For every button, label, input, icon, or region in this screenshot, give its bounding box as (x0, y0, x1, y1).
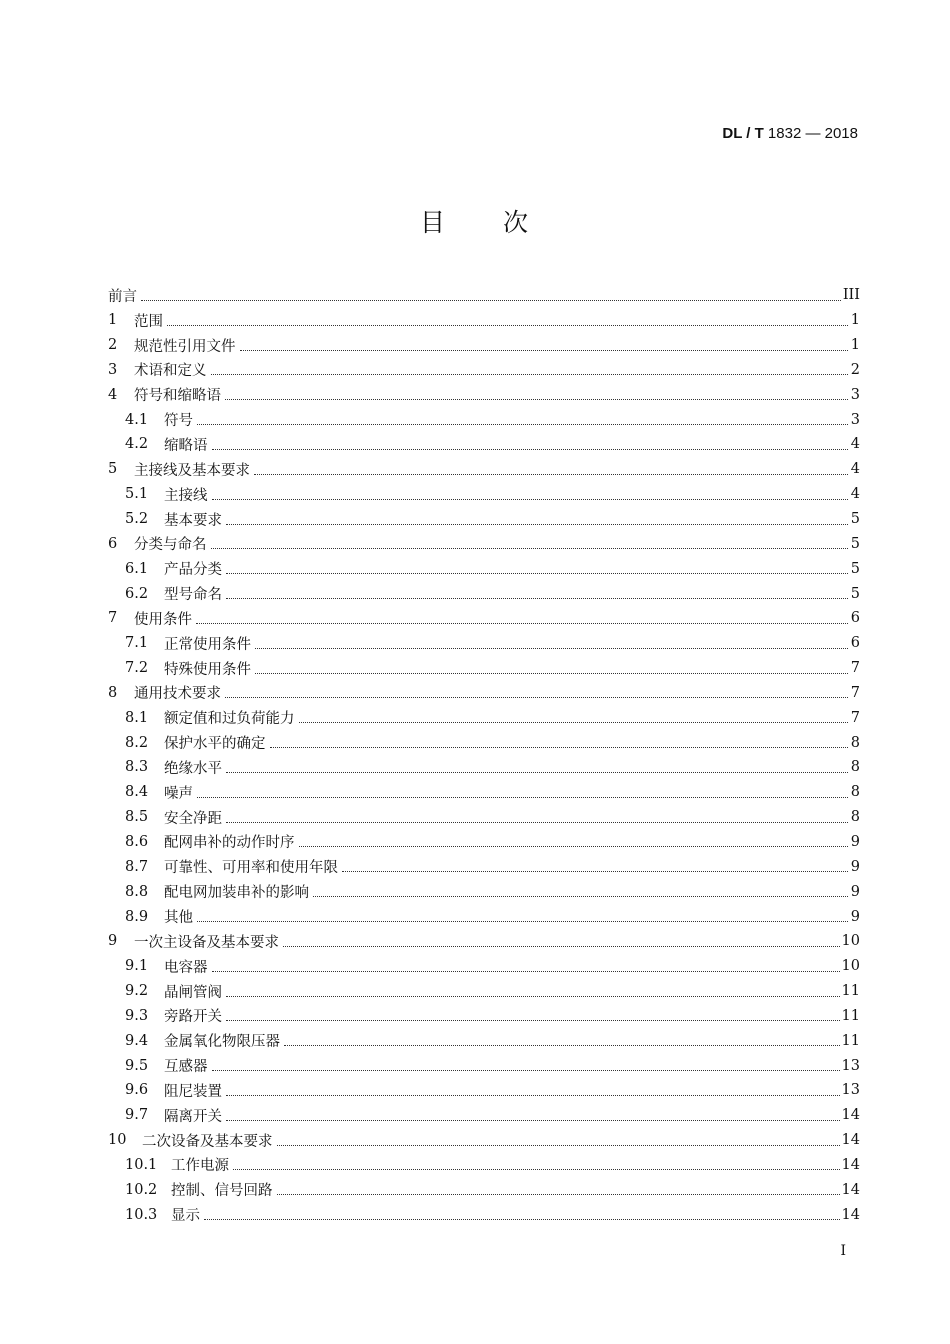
toc-entry-label: 分类与命名 (134, 537, 207, 554)
toc-entry-number: 4 (108, 386, 118, 403)
page-title-part2: 次 (503, 208, 531, 237)
toc-entry-page: 5 (850, 511, 860, 528)
document-code-number: 1832 — 2018 (763, 125, 858, 142)
toc-entry-page: 14 (841, 1156, 860, 1173)
dot-leader (212, 971, 840, 972)
toc-entry[interactable] (108, 457, 860, 482)
toc-entry-number: 10.2 (125, 1181, 158, 1198)
toc-entry-number: 10.3 (125, 1206, 158, 1223)
dot-leader (313, 896, 848, 897)
toc-entry-label: 绝缘水平 (164, 760, 222, 777)
dot-leader (197, 424, 848, 425)
dot-leader (240, 350, 849, 351)
toc-subentry[interactable] (108, 979, 860, 1004)
toc-entry-label: 金属氧化物限压器 (164, 1034, 280, 1051)
toc-entry[interactable] (108, 531, 860, 556)
dot-leader (226, 524, 848, 525)
dot-leader (225, 399, 848, 400)
toc-subentry[interactable] (108, 581, 860, 606)
toc-entry-page: 14 (841, 1206, 860, 1223)
toc-entry-label: 工作电源 (171, 1158, 229, 1175)
toc-entry-label: 旁路开关 (164, 1009, 222, 1026)
dot-leader (197, 797, 848, 798)
toc-entry-label: 缩略语 (164, 437, 208, 454)
toc-subentry[interactable] (108, 1177, 860, 1202)
toc-entry-number: 7.2 (125, 660, 149, 677)
toc-entry-page: 3 (850, 411, 860, 428)
toc-subentry[interactable] (108, 854, 860, 879)
toc-entry-page: 5 (850, 535, 860, 552)
toc-subentry[interactable] (108, 805, 860, 830)
toc-entry-page: 3 (850, 386, 860, 403)
toc-entry-page: 7 (850, 684, 860, 701)
toc-entry-page: 5 (850, 585, 860, 602)
toc-entry-page: 7 (850, 709, 860, 726)
dot-leader (197, 921, 848, 922)
page-number: I (840, 1243, 846, 1259)
toc-entry[interactable] (108, 606, 860, 631)
dot-leader (226, 996, 840, 997)
dot-leader (255, 648, 848, 649)
dot-leader (226, 1095, 840, 1096)
toc-entry-page: 6 (850, 635, 860, 652)
toc-entry-number: 3 (108, 361, 118, 378)
dot-leader (196, 623, 848, 624)
toc-entry-page: 9 (850, 858, 860, 875)
toc-entry[interactable] (108, 308, 860, 333)
toc-entry-label: 配电网加装串补的影响 (164, 885, 309, 902)
toc-entry-page: 8 (850, 784, 860, 801)
toc-entry-number: 7.1 (125, 635, 149, 652)
dot-leader (167, 325, 848, 326)
toc-entry-number: 2 (108, 337, 118, 354)
toc-entry-page: 10 (841, 933, 860, 950)
toc-entry-page: 9 (850, 908, 860, 925)
toc-entry-label: 术语和定义 (134, 363, 207, 380)
toc-entry-label: 隔离开关 (164, 1108, 222, 1125)
page-title (0, 203, 950, 239)
toc-entry-page: 9 (850, 833, 860, 850)
toc-entry-number: 8.9 (125, 908, 149, 925)
toc-entry-number: 9.5 (125, 1057, 149, 1074)
toc-entry-page: 1 (850, 312, 860, 329)
toc-entry-page: 14 (841, 1181, 860, 1198)
toc-entry-label: 基本要求 (164, 512, 222, 529)
toc-entry-label: 电容器 (164, 959, 208, 976)
dot-leader (141, 300, 841, 301)
toc-entry-page: 8 (850, 734, 860, 751)
document-code-prefix: DL / T (722, 125, 764, 142)
toc-entry-number: 5.2 (125, 511, 149, 528)
toc-entry-number: 9.7 (125, 1107, 149, 1124)
toc-entry-number: 8.5 (125, 809, 149, 826)
toc-entry-number: 6 (108, 535, 118, 552)
toc-entry-page: 14 (841, 1107, 860, 1124)
toc-entry-label: 阻尼装置 (164, 1083, 222, 1100)
toc-entry-page: 6 (850, 610, 860, 627)
toc-entry-label: 配网串补的动作时序 (164, 835, 295, 852)
toc-entry-number: 8.6 (125, 833, 149, 850)
toc-entry-number: 8.8 (125, 883, 149, 900)
toc-entry-number: 1 (108, 312, 118, 329)
toc-entry-number: 9.6 (125, 1082, 149, 1099)
toc-entry-page: 2 (850, 361, 860, 378)
dot-leader (254, 474, 848, 475)
toc-entry-label: 正常使用条件 (164, 636, 251, 653)
toc-entry-page: 1 (850, 337, 860, 354)
toc-entry[interactable] (108, 929, 860, 954)
toc-entry-page: 8 (850, 759, 860, 776)
toc-subentry[interactable] (108, 407, 860, 432)
toc-entry-number: 9.3 (125, 1007, 149, 1024)
toc-entry[interactable] (108, 333, 860, 358)
toc-entry-label: 额定值和过负荷能力 (164, 711, 295, 728)
dot-leader (255, 673, 848, 674)
toc-entry-page: 13 (841, 1057, 860, 1074)
toc-subentry[interactable] (108, 954, 860, 979)
dot-leader (212, 1070, 840, 1071)
toc-entry-page: 11 (841, 1007, 860, 1024)
toc-subentry[interactable] (108, 755, 860, 780)
toc-entry-page: 7 (850, 660, 860, 677)
table-of-contents (108, 283, 860, 1227)
toc-entry[interactable] (108, 358, 860, 383)
dot-leader (226, 598, 848, 599)
dot-leader (204, 1219, 840, 1220)
toc-entry-label: 主接线 (164, 487, 208, 504)
toc-subentry[interactable] (108, 830, 860, 855)
toc-entry[interactable] (108, 681, 860, 706)
toc-entry-label: 特殊使用条件 (164, 661, 251, 678)
dot-leader (226, 822, 848, 823)
dot-leader (226, 573, 848, 574)
toc-entry-label: 规范性引用文件 (134, 338, 236, 355)
toc-entry-label: 通用技术要求 (134, 686, 221, 703)
toc-entry-number: 8.7 (125, 858, 149, 875)
toc-entry-label: 符号和缩略语 (134, 388, 221, 405)
dot-leader (299, 846, 849, 847)
toc-entry-label: 型号命名 (164, 587, 222, 604)
toc-entry-label: 一次主设备及基本要求 (134, 934, 279, 951)
dot-leader (342, 871, 848, 872)
dot-leader (211, 374, 849, 375)
toc-entry-label: 噪声 (164, 785, 193, 802)
toc-entry-page: 14 (841, 1132, 860, 1149)
toc-entry-label: 范围 (134, 313, 163, 330)
toc-entry-label: 前言 (108, 288, 137, 305)
toc-subentry[interactable] (108, 879, 860, 904)
toc-entry-page: 11 (841, 983, 860, 1000)
dot-leader (211, 548, 849, 549)
document-code (722, 125, 858, 142)
toc-entry-label: 主接线及基本要求 (134, 462, 250, 479)
toc-entry-label: 晶闸管阀 (164, 984, 222, 1001)
toc-entry-number: 10 (108, 1132, 127, 1149)
toc-entry-number: 7 (108, 610, 118, 627)
dot-leader (270, 747, 849, 748)
toc-entry-number: 5 (108, 461, 118, 478)
toc-entry-number: 8.3 (125, 759, 149, 776)
toc-entry[interactable] (108, 283, 860, 308)
dot-leader (299, 722, 849, 723)
toc-entry-number: 9.2 (125, 983, 149, 1000)
toc-subentry[interactable] (108, 507, 860, 532)
toc-entry-number: 4.1 (125, 411, 149, 428)
dot-leader (277, 1145, 840, 1146)
toc-entry-label: 安全净距 (164, 810, 222, 827)
toc-entry-label: 其他 (164, 910, 193, 927)
toc-entry[interactable] (108, 1128, 860, 1153)
toc-subentry[interactable] (108, 1153, 860, 1178)
toc-entry-number: 4.2 (125, 436, 149, 453)
toc-subentry[interactable] (108, 556, 860, 581)
toc-subentry[interactable] (108, 1202, 860, 1227)
dot-leader (212, 449, 849, 450)
toc-subentry[interactable] (108, 656, 860, 681)
toc-entry-label: 产品分类 (164, 562, 222, 579)
toc-entry-label: 二次设备及基本要求 (142, 1133, 273, 1150)
toc-entry-label: 显示 (171, 1208, 200, 1225)
toc-entry-number: 5.1 (125, 486, 149, 503)
toc-subentry[interactable] (108, 1003, 860, 1028)
dot-leader (284, 1045, 840, 1046)
toc-subentry[interactable] (108, 432, 860, 457)
toc-entry-number: 9.1 (125, 958, 149, 975)
toc-entry-page: 8 (850, 809, 860, 826)
dot-leader (212, 499, 849, 500)
toc-entry-number: 8.1 (125, 709, 149, 726)
toc-entry[interactable] (108, 382, 860, 407)
toc-subentry[interactable] (108, 482, 860, 507)
toc-entry-number: 6.1 (125, 560, 149, 577)
toc-subentry[interactable] (108, 705, 860, 730)
toc-subentry[interactable] (108, 1053, 860, 1078)
dot-leader (225, 697, 848, 698)
toc-entry-page: 10 (841, 958, 860, 975)
toc-entry-page: 5 (850, 560, 860, 577)
toc-entry-page: 13 (841, 1082, 860, 1099)
toc-subentry[interactable] (108, 1103, 860, 1128)
toc-subentry[interactable] (108, 730, 860, 755)
toc-entry-page: III (842, 287, 860, 304)
toc-entry-label: 符号 (164, 413, 193, 430)
dot-leader (283, 946, 840, 947)
dot-leader (226, 1020, 840, 1021)
toc-entry-page: 11 (841, 1032, 860, 1049)
toc-entry-number: 6.2 (125, 585, 149, 602)
dot-leader (226, 1120, 840, 1121)
toc-entry-label: 互感器 (164, 1059, 208, 1076)
toc-entry-page: 4 (850, 486, 860, 503)
toc-entry-label: 保护水平的确定 (164, 736, 266, 753)
toc-entry-number: 10.1 (125, 1156, 158, 1173)
dot-leader (277, 1194, 840, 1195)
toc-entry-label: 可靠性、可用率和使用年限 (164, 860, 338, 877)
toc-entry-label: 控制、信号回路 (171, 1183, 273, 1200)
toc-entry-page: 4 (850, 461, 860, 478)
toc-subentry[interactable] (108, 904, 860, 929)
toc-subentry[interactable] (108, 1028, 860, 1053)
toc-entry-page: 4 (850, 436, 860, 453)
toc-subentry[interactable] (108, 631, 860, 656)
toc-entry-number: 9.4 (125, 1032, 149, 1049)
toc-entry-page: 9 (850, 883, 860, 900)
dot-leader (226, 772, 848, 773)
dot-leader (233, 1169, 840, 1170)
page-title-part1: 目 (419, 208, 447, 237)
toc-subentry[interactable] (108, 780, 860, 805)
toc-entry-number: 8.2 (125, 734, 149, 751)
toc-entry-label: 使用条件 (134, 611, 192, 628)
toc-entry-number: 9 (108, 933, 118, 950)
toc-subentry[interactable] (108, 1078, 860, 1103)
toc-entry-number: 8 (108, 684, 118, 701)
toc-entry-number: 8.4 (125, 784, 149, 801)
